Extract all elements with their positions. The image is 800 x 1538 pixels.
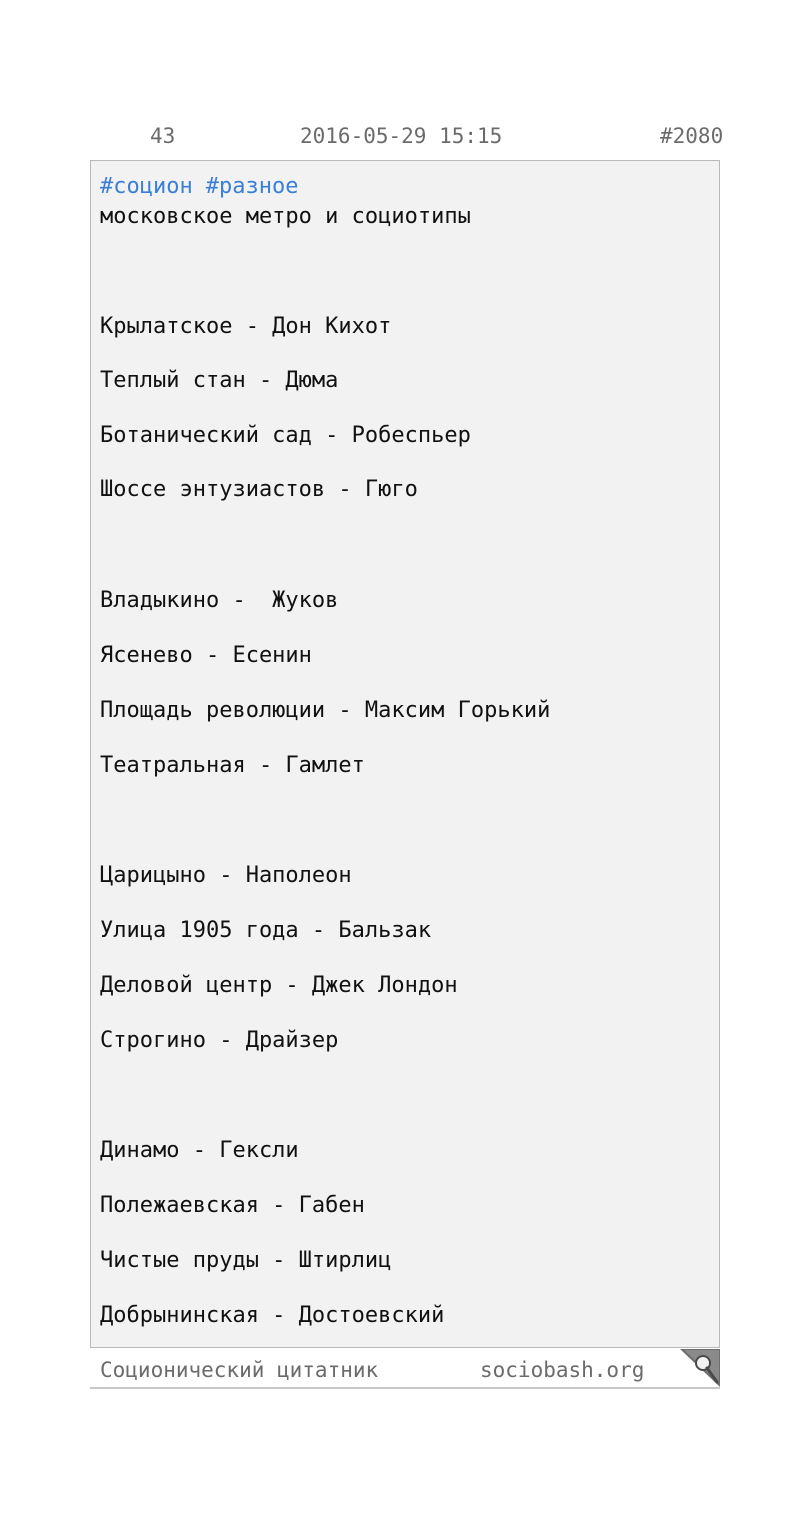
quote-line: Теплый стан - Дюма: [100, 368, 339, 393]
quote-line: Ботанический сад - Робеспьер: [100, 423, 471, 448]
quote-line: Площадь революции - Максим Горький: [100, 698, 551, 723]
quote-datetime: 2016-05-29 15:15: [300, 124, 503, 148]
quote-meta-row: [0, 124, 800, 150]
quote-line: Динамо - Гексли: [100, 1138, 299, 1163]
quote-line: Царицыно - Наполеон: [100, 863, 352, 888]
magnifier-corner-icon[interactable]: [680, 1349, 720, 1387]
quote-line: Шоссе энтузиастов - Гюго: [100, 477, 418, 502]
quote-line: Чистые пруды - Штирлиц: [100, 1248, 392, 1273]
quote-rating: 43: [150, 124, 176, 148]
quote-id-link[interactable]: #2080: [660, 124, 724, 148]
quote-line: Добрынинская - Достоевский: [100, 1303, 445, 1328]
quote-line: Деловой центр - Джек Лондон: [100, 973, 458, 998]
quote-line: Театральная - Гамлет: [100, 753, 365, 778]
quote-line: Полежаевская - Габен: [100, 1193, 365, 1218]
quote-line: Улица 1905 года - Бальзак: [100, 918, 432, 943]
quote-line: Ясенево - Есенин: [100, 643, 312, 668]
quote-line: Владыкино - Жуков: [100, 588, 339, 613]
quote-title: московское метро и социотипы: [100, 204, 471, 229]
quote-box: [90, 160, 720, 1348]
site-domain-link[interactable]: sociobash.org: [480, 1358, 645, 1382]
tag-list: [100, 174, 298, 200]
quote-line: Крылатское - Дон Кихот: [100, 314, 392, 339]
tag-socion[interactable]: #социон: [100, 174, 193, 199]
site-name: Соционический цитатник: [100, 1358, 379, 1382]
quote-footer: [90, 1349, 720, 1389]
quote-line: Строгино - Драйзер: [100, 1028, 339, 1053]
tag-raznoe[interactable]: #разное: [205, 174, 299, 199]
